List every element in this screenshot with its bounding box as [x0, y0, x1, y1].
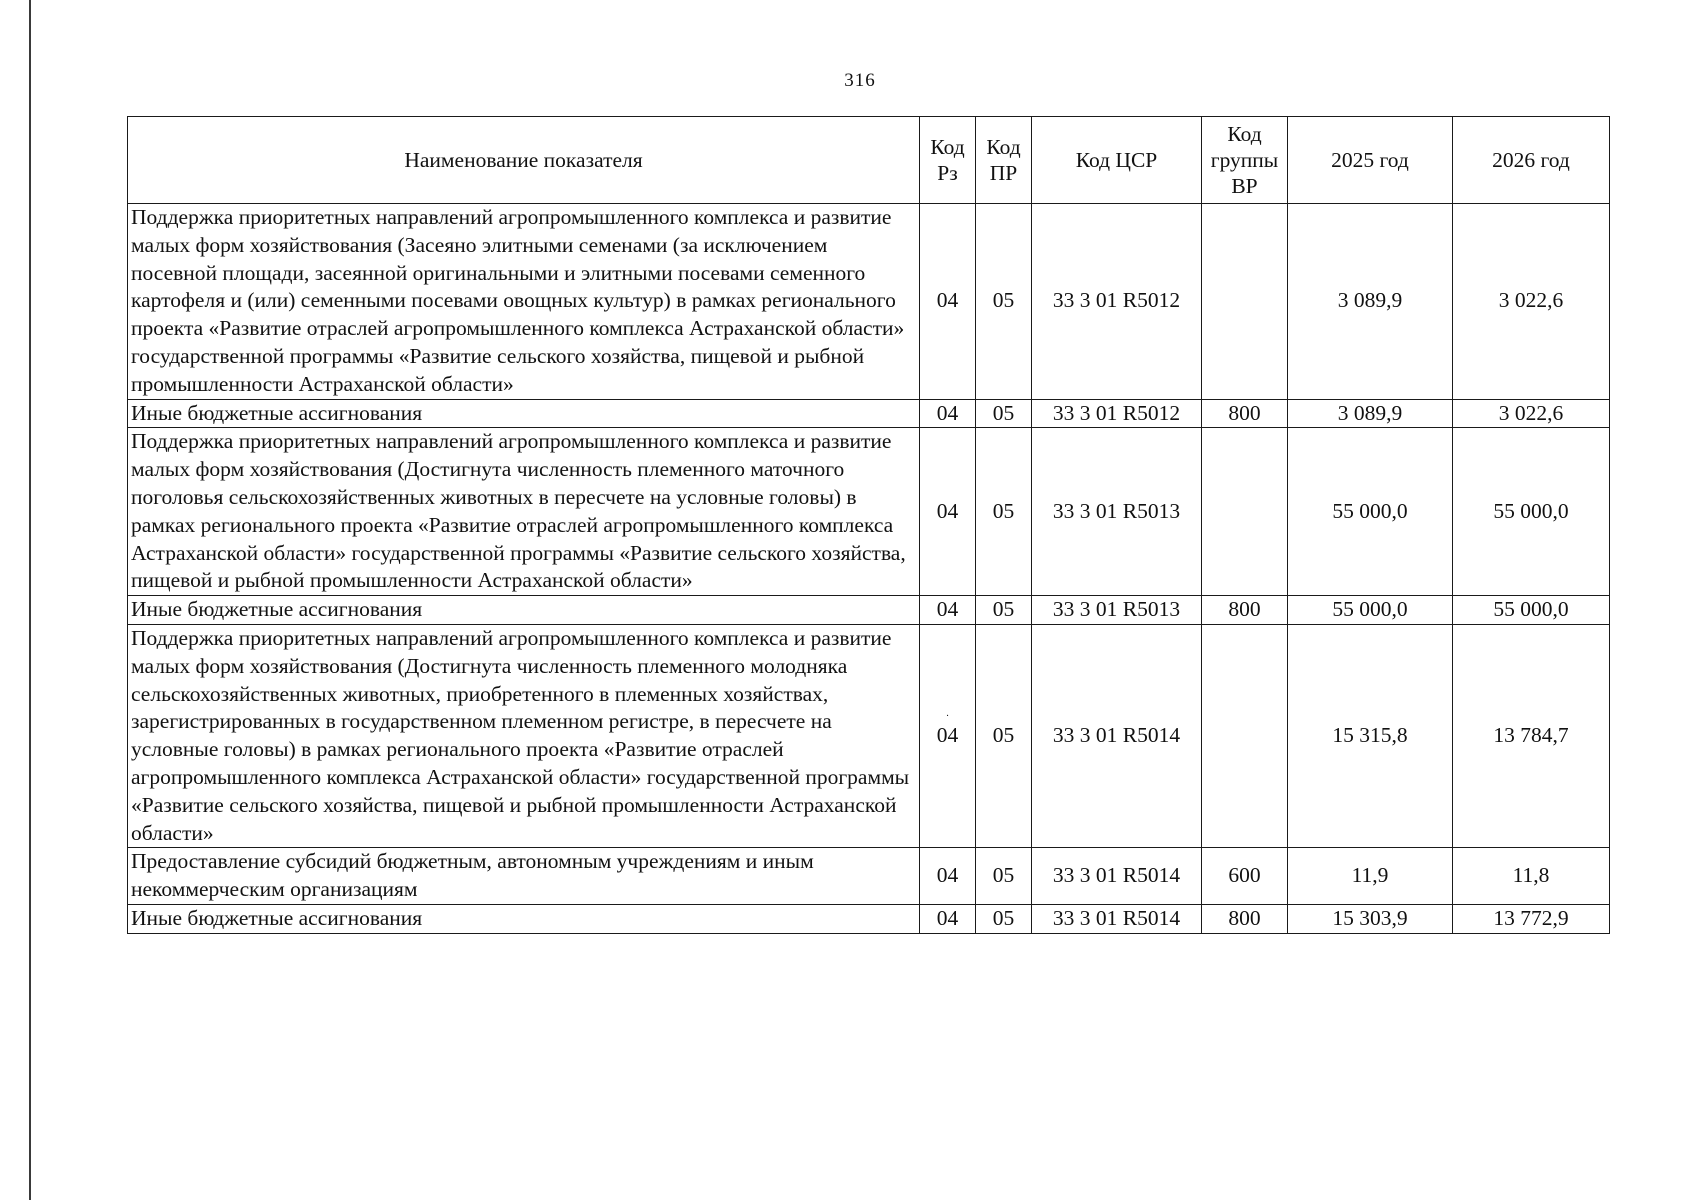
- cell-vr: 600: [1202, 848, 1288, 905]
- cell-pr: 05: [976, 399, 1032, 428]
- cell-csr: 33 3 01 R5013: [1032, 428, 1202, 596]
- cell-2025: 3 089,9: [1288, 204, 1453, 400]
- header-csr: Код ЦСР: [1032, 117, 1202, 204]
- table-row: [128, 848, 1610, 905]
- cell-2026: 13 784,7: [1453, 624, 1610, 847]
- cell-name: Поддержка приоритетных направлений агропромышленного комплекса и развитие малых форм хозяйствования (Достигнута численность племенного молодняка сельскохозяйственных животных, приобретенного в племенных хозяйствах, зарегистрированных в государственном племенном регистре, в пересчете на условные головы) в рамках регионального проекта «Развитие отраслей агропромышленного комплекса Астраханской области» государственной программы «Развитие сельского хозяйства, пищевой и рыбной промышленности Астраханской области»: [128, 624, 920, 847]
- cell-csr: 33 3 01 R5014: [1032, 848, 1202, 905]
- cell-vr: [1202, 624, 1288, 847]
- cell-vr: 800: [1202, 399, 1288, 428]
- cell-vr: 800: [1202, 596, 1288, 625]
- table-row: [128, 399, 1610, 428]
- cell-pr: 05: [976, 904, 1032, 933]
- cell-rz: 04: [920, 904, 976, 933]
- header-2025: 2025 год: [1288, 117, 1453, 204]
- cell-2026: 55 000,0: [1453, 428, 1610, 596]
- cell-name: Иные бюджетные ассигнования: [128, 904, 920, 933]
- table-row: [128, 904, 1610, 933]
- cell-name: Поддержка приоритетных направлений агропромышленного комплекса и развитие малых форм хозяйствования (Достигнута численность племенного маточного поголовья сельскохозяйственных животных в пересчете на условные головы) в рамках регионального проекта «Развитие отраслей агропромышленного комплекса Астраханской области» государственной программы «Развитие сельского хозяйства, пищевой и рыбной промышленности Астраханской области»: [128, 428, 920, 596]
- table-header-row: [128, 117, 1610, 204]
- cell-rz-value: 04: [936, 723, 959, 748]
- header-2026: 2026 год: [1453, 117, 1610, 204]
- cell-rz: 04: [920, 399, 976, 428]
- scan-speck-spacer: [923, 750, 972, 760]
- cell-csr: 33 3 01 R5014: [1032, 904, 1202, 933]
- cell-vr: [1202, 428, 1288, 596]
- header-pr: Код ПР: [976, 117, 1032, 204]
- cell-2026: 3 022,6: [1453, 204, 1610, 400]
- cell-2026: 11,8: [1453, 848, 1610, 905]
- cell-rz: 04: [920, 848, 976, 905]
- table-row: [128, 428, 1610, 596]
- cell-vr: 800: [1202, 904, 1288, 933]
- cell-pr: 05: [976, 204, 1032, 400]
- cell-name: Предоставление субсидий бюджетным, автономным учреждениям и иным некоммерческим организациям: [128, 848, 920, 905]
- cell-csr: 33 3 01 R5012: [1032, 399, 1202, 428]
- cell-name: Иные бюджетные ассигнования: [128, 399, 920, 428]
- table-row: [128, 624, 1610, 847]
- page-number: 316: [844, 70, 876, 91]
- cell-2026: 13 772,9: [1453, 904, 1610, 933]
- cell-csr: 33 3 01 R5012: [1032, 204, 1202, 400]
- cell-2025: 55 000,0: [1288, 596, 1453, 625]
- cell-2025: 15 303,9: [1288, 904, 1453, 933]
- header-name: Наименование показателя: [128, 117, 920, 204]
- cell-pr: 05: [976, 624, 1032, 847]
- header-vr: Код группы ВР: [1202, 117, 1288, 204]
- budget-table: [127, 116, 1610, 934]
- cell-2026: 55 000,0: [1453, 596, 1610, 625]
- cell-2025: 3 089,9: [1288, 399, 1453, 428]
- cell-vr: [1202, 204, 1288, 400]
- header-rz: Код Рз: [920, 117, 976, 204]
- table-row: [128, 204, 1610, 400]
- cell-csr: 33 3 01 R5014: [1032, 624, 1202, 847]
- scan-speck: ·: [945, 711, 950, 723]
- cell-rz: 04: [920, 204, 976, 400]
- cell-2025: 15 315,8: [1288, 624, 1453, 847]
- cell-rz: 04: [920, 428, 976, 596]
- cell-name: Поддержка приоритетных направлений агропромышленного комплекса и развитие малых форм хозяйствования (Засеяно элитными семенами (за исключением посевной площади, засеянной оригинальными и элитными посевами семенного картофеля и (или) семенными посевами овощных культур) в рамках регионального проекта «Развитие отраслей агропромышленного комплекса Астраханской области» государственной программы «Развитие сельского хозяйства, пищевой и рыбной промышленности Астраханской области»: [128, 204, 920, 400]
- cell-csr: 33 3 01 R5013: [1032, 596, 1202, 625]
- cell-pr: 05: [976, 428, 1032, 596]
- cell-rz: [920, 624, 976, 847]
- page-margin-line: [29, 0, 31, 1200]
- cell-pr: 05: [976, 596, 1032, 625]
- cell-2026: 3 022,6: [1453, 399, 1610, 428]
- cell-2025: 55 000,0: [1288, 428, 1453, 596]
- cell-name: Иные бюджетные ассигнования: [128, 596, 920, 625]
- cell-pr: 05: [976, 848, 1032, 905]
- cell-2025: 11,9: [1288, 848, 1453, 905]
- table-row: [128, 596, 1610, 625]
- cell-rz: 04: [920, 596, 976, 625]
